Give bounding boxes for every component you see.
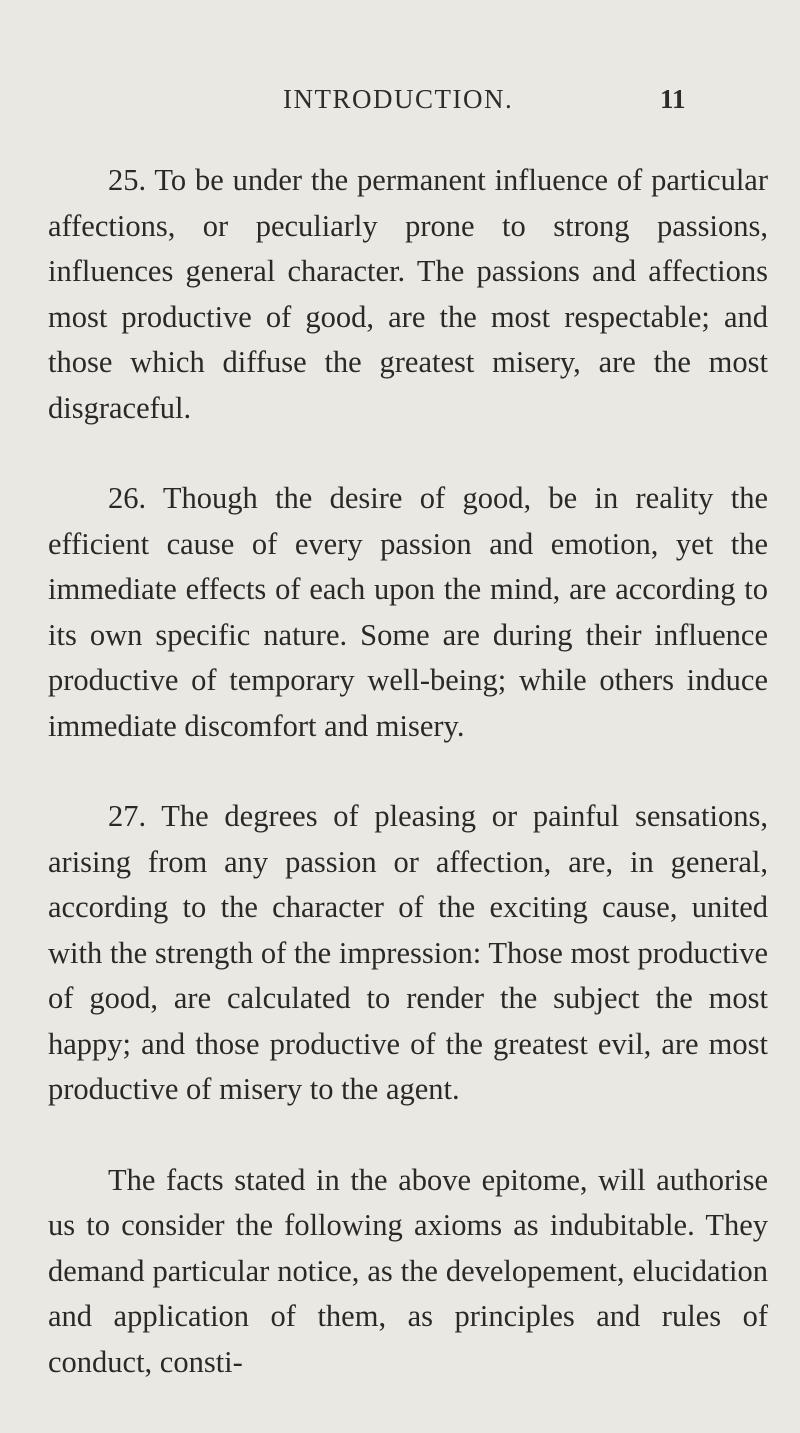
page-number: 11: [660, 84, 686, 114]
paragraph-axioms-intro: The facts stated in the above epitome, will authorise us to consider the following axioms as indubitable. They demand particular notice, as the developement, elucidation and application of them, as principles and rules of conduct, consti-: [48, 1162, 768, 1379]
paragraph-25: 25. To be under the permanent influence of particular affections, or peculiarly prone to strong passions, influences general character. The passions and affections most productive of good, are the most respectable; and those which diffuse the greatest misery, are the most disgraceful.: [48, 163, 768, 425]
running-title: INTRODUCTION.: [283, 84, 514, 114]
body-text: [48, 158, 768, 1385]
paragraph-27: 27. The degrees of pleasing or painful sensations, arising from any passion or affection, are, in general, according to the character of the exciting cause, united with the strength of the impression: Those most productive of good, are calculated to render the subject the most happy; and those productive of the greatest evil, are most productive of misery to the agent.: [48, 799, 768, 1106]
paragraph-26: 26. Though the desire of good, be in reality the efficient cause of every passion and emotion, yet the immediate effects of each upon the mind, are according to its own specific nature. Some are during their influence productive of temporary well-being; while others induce immediate discomfort and misery.: [48, 481, 768, 743]
running-head: [0, 84, 800, 118]
